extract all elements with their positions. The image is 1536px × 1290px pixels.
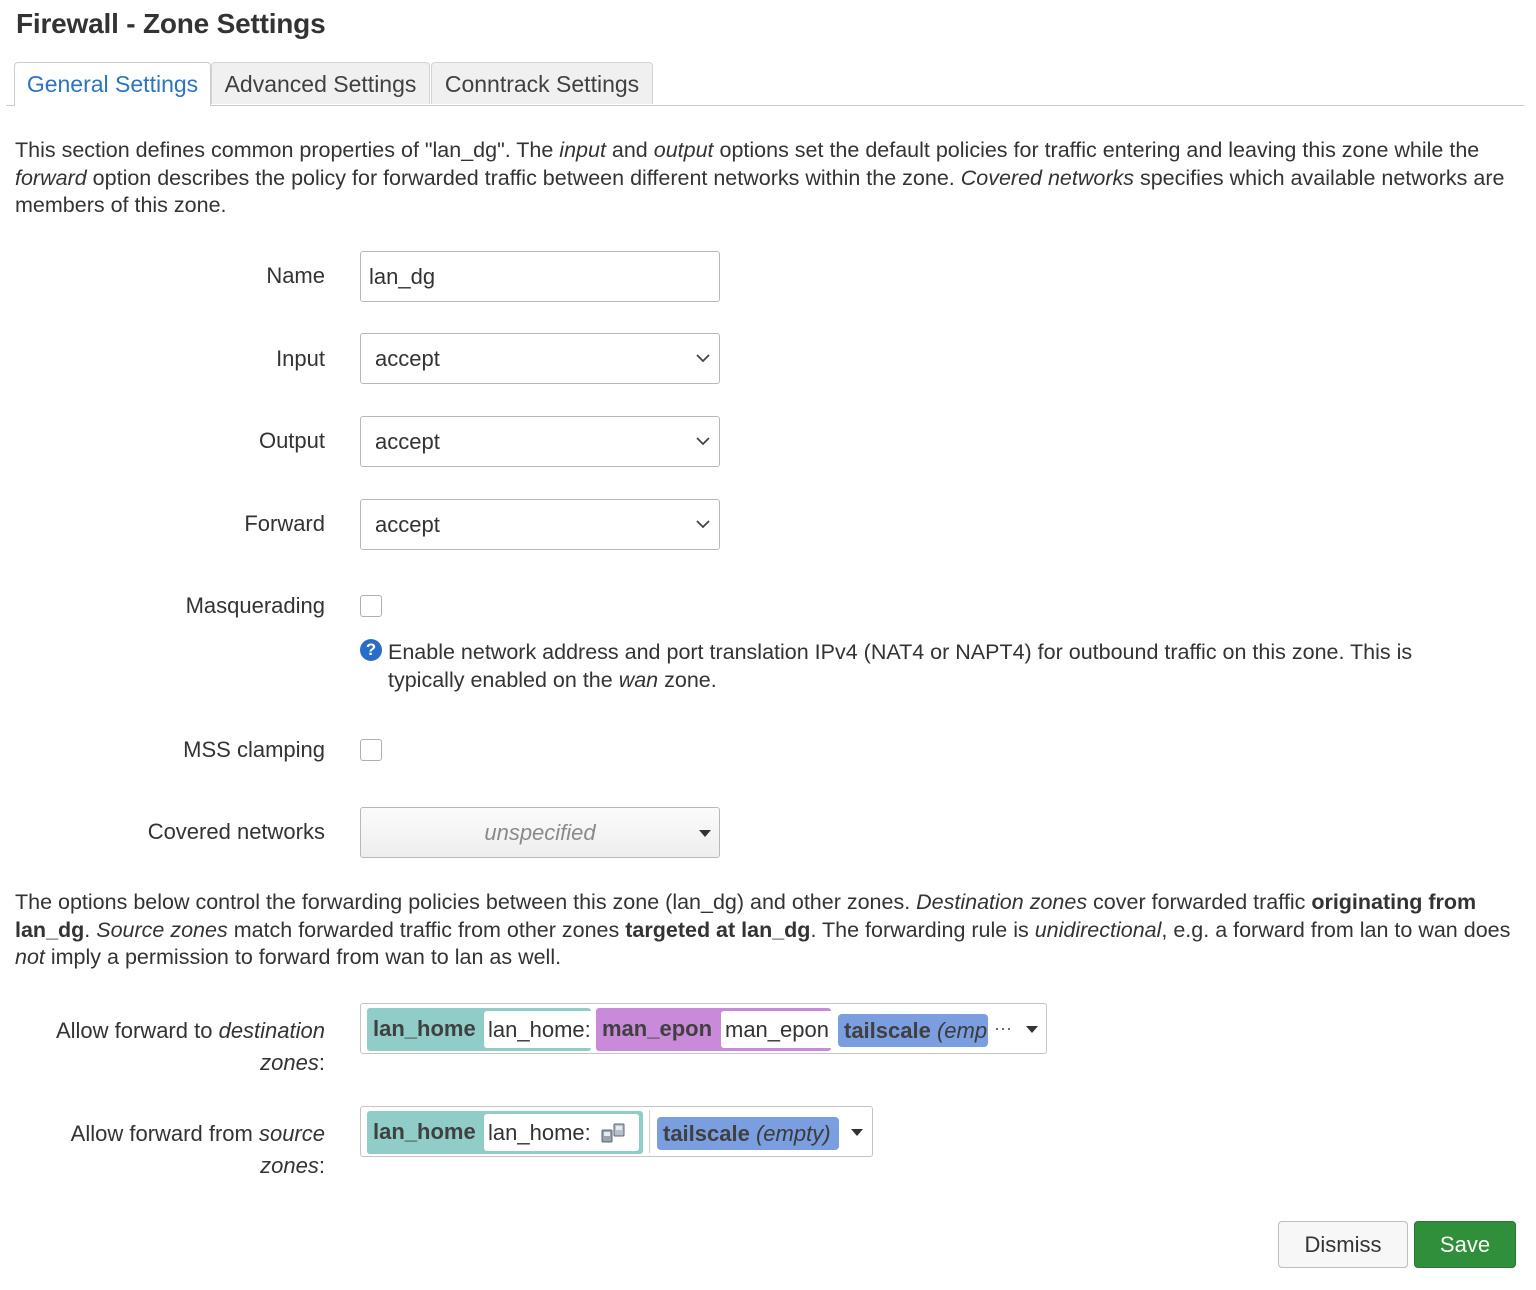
zone-note: (empty) bbox=[755, 1121, 831, 1146]
masquerading-help: ? Enable network address and port translation IPv4 (NAT4 or NAPT4) for outbound traffic on this zone. This is typically enabled on the wan zone. bbox=[360, 638, 1480, 694]
caret-down-icon bbox=[851, 1129, 863, 1136]
tab-general-settings[interactable]: General Settings bbox=[14, 62, 211, 106]
page-title: Firewall - Zone Settings bbox=[16, 8, 326, 39]
forward-policy-value: accept bbox=[375, 512, 440, 537]
save-button[interactable]: Save bbox=[1414, 1221, 1516, 1268]
tab-conntrack-settings[interactable]: Conntrack Settings bbox=[431, 62, 653, 104]
chevron-down-icon bbox=[695, 352, 711, 364]
input-label: Input bbox=[276, 346, 325, 371]
zone-chip-tailscale[interactable] bbox=[657, 1117, 839, 1150]
output-label: Output bbox=[258, 428, 325, 453]
zone-chip-lan-home[interactable] bbox=[367, 1008, 591, 1051]
covered-networks-value: unspecified bbox=[484, 820, 596, 845]
forward-policy-select[interactable] bbox=[360, 499, 720, 550]
name-input[interactable] bbox=[360, 251, 720, 302]
chevron-down-icon bbox=[695, 435, 711, 447]
output-policy-select[interactable] bbox=[360, 416, 720, 467]
tab-bar bbox=[6, 62, 1524, 106]
caret-down-icon bbox=[1026, 1026, 1038, 1033]
zone-chip-tailscale[interactable] bbox=[838, 1014, 988, 1047]
source-zones-label: Allow forward from source zones: bbox=[70, 1121, 325, 1178]
mss-clamping-checkbox[interactable] bbox=[360, 739, 382, 761]
network-icon bbox=[600, 1121, 628, 1145]
dismiss-button[interactable]: Dismiss bbox=[1278, 1221, 1408, 1268]
mss-clamping-label: MSS clamping bbox=[183, 737, 325, 762]
zone-note: (emp bbox=[936, 1018, 988, 1043]
source-zones-dropdown[interactable] bbox=[360, 1106, 873, 1157]
input-policy-value: accept bbox=[375, 346, 440, 371]
covered-networks-dropdown[interactable] bbox=[360, 807, 720, 858]
chevron-down-icon bbox=[695, 518, 711, 530]
zone-chip-lan-home[interactable] bbox=[367, 1111, 643, 1154]
section-description: This section defines common properties of "lan_dg". The input and output options set the default policies for traffic entering and leaving this zone while the forward option describes the policy for forwarded traffic between different networks within the zone. Covered networks specifies which available networks are members of this zone. bbox=[15, 138, 1505, 217]
input-policy-select[interactable] bbox=[360, 333, 720, 384]
zone-chip-man-epon[interactable] bbox=[596, 1008, 831, 1051]
covered-networks-label: Covered networks bbox=[147, 819, 325, 844]
forward-label: Forward bbox=[244, 511, 325, 536]
zone-name: tailscale bbox=[663, 1121, 750, 1146]
help-icon: ? bbox=[360, 639, 382, 661]
divider bbox=[649, 1110, 650, 1153]
more-icon: ··· bbox=[994, 1018, 1012, 1038]
zone-network: lan_home: bbox=[484, 1011, 591, 1048]
zone-network: man_epon bbox=[721, 1011, 831, 1048]
dest-zones-label: Allow forward to destination zones: bbox=[55, 1018, 325, 1075]
masquerading-checkbox[interactable] bbox=[360, 595, 382, 617]
zone-name: man_epon bbox=[602, 1016, 713, 1041]
output-policy-value: accept bbox=[375, 429, 440, 454]
zone-name: lan_home bbox=[373, 1016, 476, 1041]
zone-name: lan_home bbox=[373, 1119, 476, 1144]
masquerading-label: Masquerading bbox=[185, 593, 325, 618]
tab-advanced-settings[interactable]: Advanced Settings bbox=[211, 62, 430, 104]
dest-zones-dropdown[interactable] bbox=[360, 1003, 1047, 1054]
zone-name: tailscale bbox=[844, 1018, 931, 1043]
caret-down-icon bbox=[699, 830, 711, 837]
zone-network: lan_home: bbox=[484, 1114, 639, 1151]
forwarding-description: The options below control the forwarding policies between this zone (lan_dg) and other zones. Destination zones cover forwarded traffic originating from lan_dg. Source zones match forwarded traffic from other zones targeted at lan_dg. The forwarding rule is unidirectional, e.g. a forward from lan to wan does not imply a permission to forward from wan to lan as well. bbox=[15, 890, 1511, 969]
name-label: Name bbox=[266, 263, 325, 288]
